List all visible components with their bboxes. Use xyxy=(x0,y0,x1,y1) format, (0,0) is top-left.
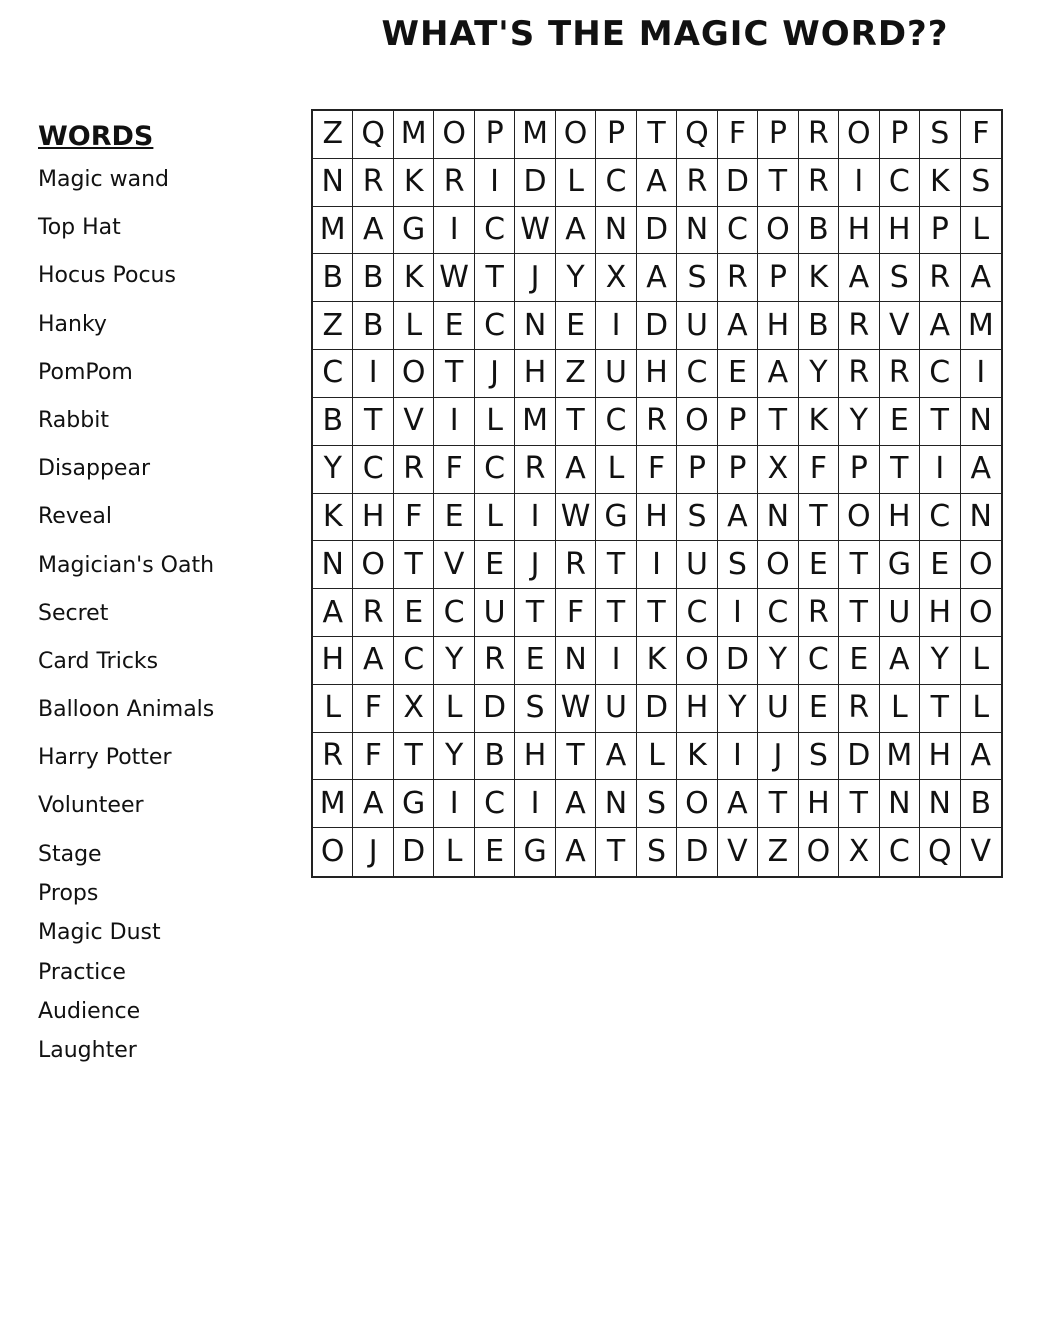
grid-cell: A xyxy=(353,637,393,685)
grid-cell: C xyxy=(394,637,434,685)
grid-cell: U xyxy=(596,350,636,398)
grid-cell: B xyxy=(475,733,515,781)
grid-cell: M xyxy=(961,302,1001,350)
grid-cell: A xyxy=(839,254,879,302)
grid-cell: H xyxy=(677,685,717,733)
grid-cell: N xyxy=(758,494,798,542)
grid-cell: U xyxy=(475,589,515,637)
grid-cell: N xyxy=(920,780,960,828)
grid-cell: I xyxy=(637,541,677,589)
grid-cell: V xyxy=(880,302,920,350)
grid-cell: R xyxy=(637,398,677,446)
grid-cell: T xyxy=(596,541,636,589)
grid-cell: H xyxy=(313,637,353,685)
grid-cell: I xyxy=(515,780,555,828)
grid-cell: A xyxy=(961,254,1001,302)
grid-cell: F xyxy=(556,589,596,637)
grid-cell: G xyxy=(880,541,920,589)
grid-cell: Y xyxy=(799,350,839,398)
grid-cell: F xyxy=(637,446,677,494)
grid-cell: O xyxy=(353,541,393,589)
grid-cell: P xyxy=(839,446,879,494)
grid-cell: A xyxy=(556,207,596,255)
grid-cell: J xyxy=(758,733,798,781)
grid-cell: C xyxy=(475,302,515,350)
grid-cell: W xyxy=(515,207,555,255)
word-list-item: Magician's Oath xyxy=(38,552,215,578)
grid-cell: N xyxy=(515,302,555,350)
grid-cell: R xyxy=(799,589,839,637)
grid-cell: K xyxy=(677,733,717,781)
grid-cell: E xyxy=(434,494,474,542)
grid-cell: N xyxy=(961,494,1001,542)
grid-cell: C xyxy=(799,637,839,685)
grid-cell: N xyxy=(313,159,353,207)
grid-cell: E xyxy=(475,828,515,876)
grid-cell: C xyxy=(920,350,960,398)
grid-cell: U xyxy=(880,589,920,637)
grid-cell: V xyxy=(718,828,758,876)
grid-cell: D xyxy=(718,159,758,207)
grid-cell: R xyxy=(394,446,434,494)
grid-cell: Y xyxy=(434,733,474,781)
grid-cell: H xyxy=(920,589,960,637)
grid-cell: Z xyxy=(313,111,353,159)
grid-cell: T xyxy=(920,685,960,733)
grid-cell: T xyxy=(839,589,879,637)
grid-cell: R xyxy=(353,589,393,637)
word-list-item: Volunteer xyxy=(38,793,144,819)
grid-cell: A xyxy=(556,828,596,876)
grid-cell: T xyxy=(880,446,920,494)
grid-cell: T xyxy=(434,350,474,398)
grid-cell: C xyxy=(718,207,758,255)
grid-cell: O xyxy=(758,207,798,255)
grid-cell: S xyxy=(920,111,960,159)
grid-cell: P xyxy=(880,111,920,159)
grid-cell: L xyxy=(556,159,596,207)
grid-cell: Z xyxy=(313,302,353,350)
grid-cell: P xyxy=(718,398,758,446)
grid-cell: Z xyxy=(556,350,596,398)
grid-cell: M xyxy=(313,207,353,255)
grid-cell: A xyxy=(961,733,1001,781)
grid-cell: L xyxy=(475,494,515,542)
grid-cell: G xyxy=(394,780,434,828)
grid-cell: Q xyxy=(677,111,717,159)
grid-cell: T xyxy=(839,780,879,828)
grid-cell: I xyxy=(353,350,393,398)
word-search-grid xyxy=(311,109,1003,878)
grid-cell: C xyxy=(475,446,515,494)
grid-cell: M xyxy=(515,111,555,159)
grid-cell: O xyxy=(313,828,353,876)
grid-cell: R xyxy=(556,541,596,589)
grid-cell: F xyxy=(353,685,393,733)
grid-cell: T xyxy=(353,398,393,446)
word-list-item: Audience xyxy=(38,998,141,1024)
grid-cell: N xyxy=(677,207,717,255)
grid-cell: R xyxy=(920,254,960,302)
grid-cell: A xyxy=(718,494,758,542)
grid-cell: R xyxy=(313,733,353,781)
grid-cell: C xyxy=(434,589,474,637)
grid-cell: B xyxy=(961,780,1001,828)
grid-cell: E xyxy=(880,398,920,446)
grid-cell: E xyxy=(394,589,434,637)
grid-cell: V xyxy=(970,834,992,870)
grid-cell: O xyxy=(758,541,798,589)
grid-cell: X xyxy=(839,828,879,876)
grid-cell: F xyxy=(799,446,839,494)
grid-cell: Y xyxy=(758,637,798,685)
grid-cell: J xyxy=(515,541,555,589)
grid-cell: S xyxy=(515,685,555,733)
grid-cell: O xyxy=(961,589,1001,637)
grid-cell: S xyxy=(880,254,920,302)
word-list-item: PomPom xyxy=(38,359,133,385)
word-list-item: Practice xyxy=(38,959,126,985)
grid-cell: K xyxy=(920,159,960,207)
grid-cell: P xyxy=(596,111,636,159)
grid-cell: M xyxy=(880,733,920,781)
grid-cell: H xyxy=(515,733,555,781)
grid-cell: Y xyxy=(920,637,960,685)
grid-cell: I xyxy=(596,637,636,685)
grid-cell: J xyxy=(353,828,393,876)
grid-cell: T xyxy=(556,398,596,446)
grid-cell: A xyxy=(313,589,353,637)
grid-cell: U xyxy=(596,685,636,733)
grid-cell: U xyxy=(758,685,798,733)
grid-cell: E xyxy=(920,541,960,589)
grid-cell: R xyxy=(353,159,393,207)
grid-cell: O xyxy=(556,111,596,159)
grid-cell: A xyxy=(961,446,1001,494)
grid-cell: F xyxy=(961,111,1001,159)
grid-cell: B xyxy=(313,398,353,446)
grid-cell: T xyxy=(637,111,677,159)
word-list-item: Stage xyxy=(38,841,102,867)
grid-cell: R xyxy=(799,159,839,207)
grid-cell: N xyxy=(596,207,636,255)
grid-cell: G xyxy=(596,494,636,542)
word-list-item: Card Tricks xyxy=(38,648,159,674)
grid-cell: I xyxy=(920,446,960,494)
grid-cell: E xyxy=(434,302,474,350)
grid-cell: A xyxy=(758,350,798,398)
grid-cell: C xyxy=(758,589,798,637)
grid-cell: W xyxy=(434,254,474,302)
grid-cell: I xyxy=(434,780,474,828)
grid-cell: T xyxy=(394,733,434,781)
word-list-item: Disappear xyxy=(38,456,150,482)
grid-cell: C xyxy=(880,828,920,876)
grid-cell: Q xyxy=(353,111,393,159)
grid-cell: I xyxy=(475,159,515,207)
grid-cell: L xyxy=(475,398,515,446)
grid-cell: H xyxy=(637,494,677,542)
grid-cell: X xyxy=(394,685,434,733)
word-list-item: Hocus Pocus xyxy=(38,263,176,289)
grid-cell: C xyxy=(353,446,393,494)
grid-cell: T xyxy=(920,398,960,446)
grid-cell: K xyxy=(799,398,839,446)
grid-cell: A xyxy=(920,302,960,350)
grid-cell: F xyxy=(394,494,434,542)
grid-cell: N xyxy=(961,398,1001,446)
grid-cell: E xyxy=(799,685,839,733)
word-list-item: Balloon Animals xyxy=(38,697,215,723)
word-list-item: Top Hat xyxy=(38,215,121,241)
grid-cell: K xyxy=(394,254,434,302)
grid-cell: R xyxy=(880,350,920,398)
grid-cell: P xyxy=(758,254,798,302)
grid-cell: S xyxy=(677,254,717,302)
grid-cell: D xyxy=(475,685,515,733)
grid-cell: A xyxy=(637,159,677,207)
grid-cell: Z xyxy=(758,828,798,876)
grid-cell: H xyxy=(637,350,677,398)
word-list-item: Magic Dust xyxy=(38,920,161,946)
grid-cell: C xyxy=(475,207,515,255)
grid-cell: B xyxy=(799,207,839,255)
grid-cell: S xyxy=(718,541,758,589)
grid-cell: K xyxy=(394,159,434,207)
grid-cell: L xyxy=(880,685,920,733)
grid-cell: M xyxy=(313,780,353,828)
word-list-item: Props xyxy=(38,880,99,906)
grid-cell: U xyxy=(677,302,717,350)
grid-cell: L xyxy=(961,685,1001,733)
grid-cell: S xyxy=(637,780,677,828)
grid-cell: L xyxy=(313,685,353,733)
grid-cell: O xyxy=(677,637,717,685)
word-list-heading: WORDS xyxy=(38,121,154,152)
grid-cell: D xyxy=(637,207,677,255)
grid-cell: L xyxy=(961,637,1001,685)
grid-cell: V xyxy=(434,541,474,589)
grid-cell: Y xyxy=(434,637,474,685)
grid-cell: C xyxy=(596,398,636,446)
grid-cell: O xyxy=(394,350,434,398)
grid-cell: E xyxy=(515,637,555,685)
grid-cell: C xyxy=(677,589,717,637)
grid-cell: F xyxy=(718,111,758,159)
grid-cell: T xyxy=(596,828,636,876)
grid-cell: D xyxy=(677,828,717,876)
grid-cell: T xyxy=(556,733,596,781)
grid-cell: R xyxy=(839,350,879,398)
grid-cell: H xyxy=(799,780,839,828)
grid-cell: A xyxy=(596,733,636,781)
grid-cell: T xyxy=(475,254,515,302)
grid-cell: A xyxy=(353,780,393,828)
grid-cell: T xyxy=(758,398,798,446)
grid-cell: R xyxy=(677,159,717,207)
grid-cell: M xyxy=(394,111,434,159)
grid-cell: S xyxy=(677,494,717,542)
grid-cell: K xyxy=(313,494,353,542)
grid-cell: H xyxy=(880,207,920,255)
grid-cell: T xyxy=(758,780,798,828)
grid-cell: I xyxy=(718,589,758,637)
grid-cell: A xyxy=(556,446,596,494)
grid-cell: J xyxy=(515,254,555,302)
grid-cell: D xyxy=(637,685,677,733)
grid-cell: K xyxy=(799,254,839,302)
grid-cell: S xyxy=(637,828,677,876)
grid-cell: I xyxy=(718,733,758,781)
grid-cell: X xyxy=(596,254,636,302)
grid-cell: S xyxy=(961,159,1001,207)
grid-cell: O xyxy=(839,111,879,159)
grid-cell: F xyxy=(434,446,474,494)
grid-cell: R xyxy=(475,637,515,685)
grid-cell: N xyxy=(313,541,353,589)
grid-cell: B xyxy=(353,302,393,350)
grid-cell: N xyxy=(596,780,636,828)
word-list-item: Rabbit xyxy=(38,407,109,433)
grid-cell: L xyxy=(434,828,474,876)
grid-cell: H xyxy=(515,350,555,398)
grid-cell: P xyxy=(920,207,960,255)
grid-cell: P xyxy=(475,111,515,159)
grid-cell: A xyxy=(718,780,758,828)
grid-cell: C xyxy=(475,780,515,828)
grid-cell: R xyxy=(839,302,879,350)
grid-cell: G xyxy=(394,207,434,255)
grid-cell: C xyxy=(313,350,353,398)
grid-cell: A xyxy=(637,254,677,302)
grid-cell: R xyxy=(434,159,474,207)
grid-cell: P xyxy=(677,446,717,494)
grid-cell: O xyxy=(677,780,717,828)
grid-cell: D xyxy=(515,159,555,207)
grid-cell: C xyxy=(920,494,960,542)
grid-cell: P xyxy=(758,111,798,159)
grid-cell: B xyxy=(313,254,353,302)
grid-cell: A xyxy=(556,780,596,828)
word-list-item: Harry Potter xyxy=(38,745,172,771)
grid-cell: W xyxy=(556,494,596,542)
grid-cell: R xyxy=(799,111,839,159)
grid-cell: L xyxy=(961,207,1001,255)
grid-cell: G xyxy=(515,828,555,876)
grid-cell: I xyxy=(839,159,879,207)
grid-cell: C xyxy=(596,159,636,207)
grid-cell: A xyxy=(880,637,920,685)
grid-cell: S xyxy=(799,733,839,781)
word-list-item: Laughter xyxy=(38,1038,137,1064)
grid-cell: H xyxy=(920,733,960,781)
grid-cell: J xyxy=(475,350,515,398)
grid-cell: O xyxy=(677,398,717,446)
grid-cell: V xyxy=(394,398,434,446)
grid-cell: E xyxy=(475,541,515,589)
grid-cell: O xyxy=(839,494,879,542)
grid-cell: I xyxy=(434,207,474,255)
grid-cell: Y xyxy=(313,446,353,494)
grid-cell: E xyxy=(718,350,758,398)
grid-cell: C xyxy=(880,159,920,207)
grid-cell: T xyxy=(596,589,636,637)
grid-cell: H xyxy=(758,302,798,350)
grid-cell: R xyxy=(839,685,879,733)
grid-cell: I xyxy=(434,398,474,446)
grid-cell: E xyxy=(839,637,879,685)
grid-cell: H xyxy=(839,207,879,255)
word-items xyxy=(38,168,288,1078)
grid-cell: T xyxy=(394,541,434,589)
grid-cell: B xyxy=(799,302,839,350)
grid-cell: R xyxy=(718,254,758,302)
grid-cell: C xyxy=(677,350,717,398)
grid-cell: T xyxy=(839,541,879,589)
grid-cell: I xyxy=(596,302,636,350)
grid-cell: U xyxy=(677,541,717,589)
grid-cell: R xyxy=(515,446,555,494)
grid-cell: B xyxy=(353,254,393,302)
grid-cell: A xyxy=(718,302,758,350)
word-list-item: Hanky xyxy=(38,311,107,337)
grid-cell: D xyxy=(394,828,434,876)
grid-cell: T xyxy=(799,494,839,542)
grid-cell: O xyxy=(961,541,1001,589)
grid-cell: O xyxy=(799,828,839,876)
grid-cell: T xyxy=(637,589,677,637)
grid-cell: P xyxy=(718,446,758,494)
grid-cell: L xyxy=(434,685,474,733)
grid-cell: I xyxy=(515,494,555,542)
grid-cell: H xyxy=(353,494,393,542)
page-title: WHAT'S THE MAGIC WORD?? xyxy=(381,14,949,54)
word-list-item: Magic wand xyxy=(38,167,170,192)
word-list-item: Secret xyxy=(38,600,109,626)
word-list-item: Reveal xyxy=(38,504,112,530)
grid-cell: M xyxy=(515,398,555,446)
grid-cell: K xyxy=(637,637,677,685)
grid-cell: L xyxy=(394,302,434,350)
grid-cell: F xyxy=(353,733,393,781)
grid-cell: N xyxy=(880,780,920,828)
grid-cell: Y xyxy=(556,254,596,302)
grid-cell: A xyxy=(353,207,393,255)
grid-cell: T xyxy=(758,159,798,207)
grid-cell: D xyxy=(718,637,758,685)
grid-cell: T xyxy=(515,589,555,637)
grid-cell: Y xyxy=(839,398,879,446)
grid-cell: N xyxy=(556,637,596,685)
grid-cell: D xyxy=(839,733,879,781)
grid-cell: E xyxy=(799,541,839,589)
grid-cell: X xyxy=(758,446,798,494)
grid-cell: Q xyxy=(920,828,960,876)
grid-cell: I xyxy=(961,350,1001,398)
grid-cell: D xyxy=(637,302,677,350)
grid-cell: L xyxy=(596,446,636,494)
grid-cell: E xyxy=(556,302,596,350)
grid-cell: W xyxy=(556,685,596,733)
grid-cell: Y xyxy=(718,685,758,733)
grid-cell: H xyxy=(880,494,920,542)
grid-cell: L xyxy=(637,733,677,781)
word-list xyxy=(38,118,288,1078)
grid-cell: O xyxy=(434,111,474,159)
